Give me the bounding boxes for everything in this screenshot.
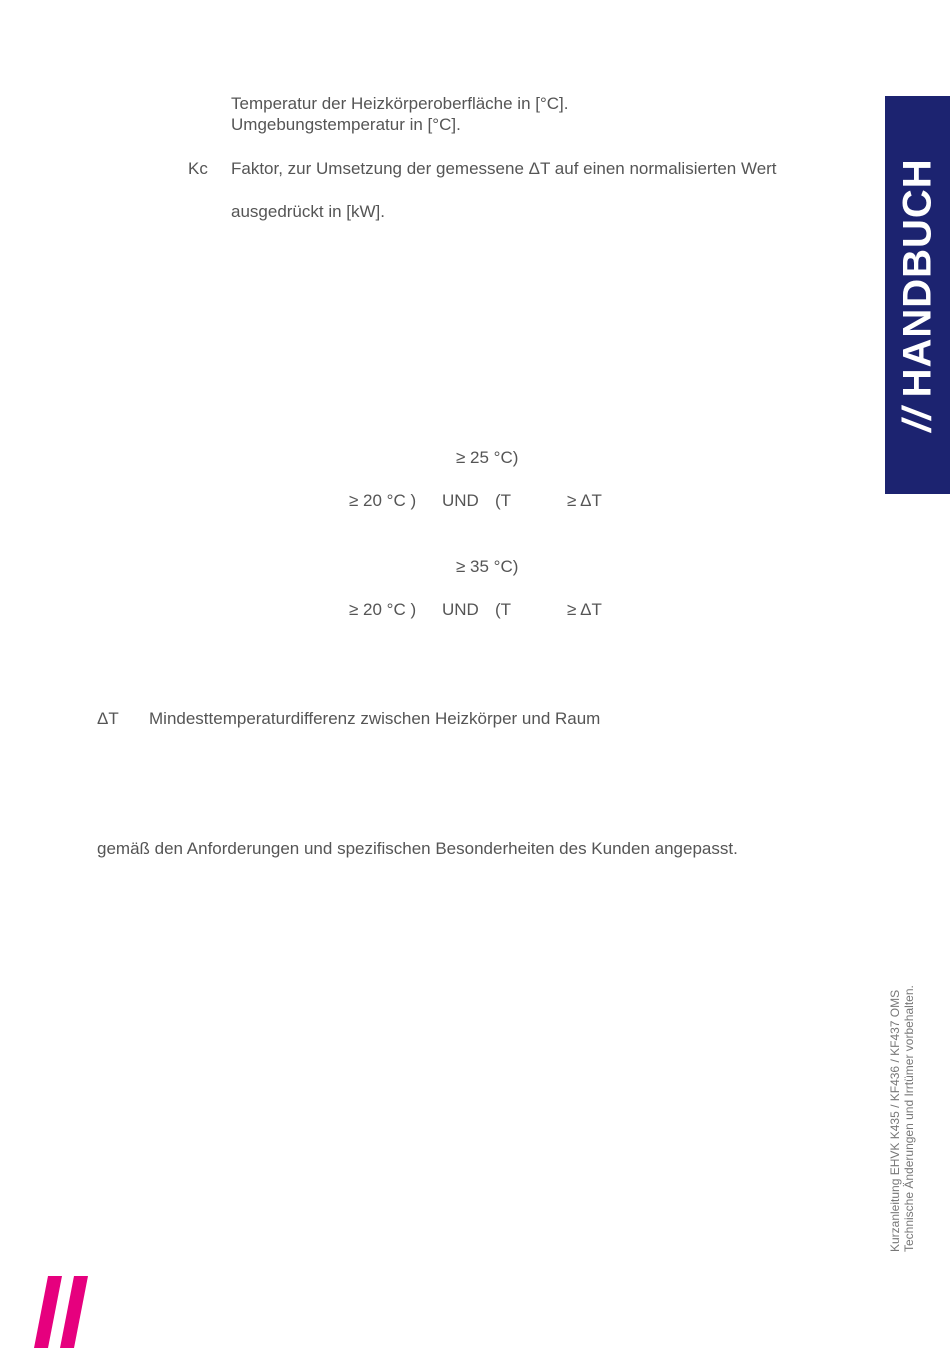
- kc-definition: Faktor, zur Umsetzung der gemessene ΔT auf einen normalisierten Wert: [231, 159, 777, 178]
- condition-2-threshold: ≥ 35 °C): [456, 557, 519, 576]
- definition-surface-temp: Temperatur der Heizkörperoberfläche in [°C].: [231, 94, 569, 113]
- double-slash-logo-icon: [34, 1276, 90, 1348]
- sidebar-label: [895, 158, 940, 431]
- condition-2-left: ≥ 20 °C ): [349, 600, 417, 619]
- sidebar-title: HANDBUCH: [895, 158, 939, 398]
- logo-slash-right: [60, 1276, 88, 1348]
- condition-1-and: UND: [442, 491, 479, 510]
- closing-paragraph: gemäß den Anforderungen und spezifischen Besonderheiten des Kunden angepasst.: [97, 839, 738, 858]
- condition-2-paren: (T: [495, 600, 512, 619]
- logo-slash-left: [34, 1276, 62, 1348]
- definition-ambient-temp: Umgebungstemperatur in [°C].: [231, 115, 461, 134]
- condition-1-threshold: ≥ 25 °C): [456, 448, 519, 467]
- condition-1-right: ≥ ΔT: [567, 491, 602, 510]
- kc-definition-unit: ausgedrückt in [kW].: [231, 202, 386, 221]
- condition-1-paren: (T: [495, 491, 512, 510]
- footer-line-2: Technische Änderungen und Irrtümer vorbehalten.: [902, 985, 916, 1252]
- footer-note: [888, 985, 916, 1252]
- footer-line-1: Kurzanleitung EHVK K435 / KF436 / KF437 OMS: [888, 989, 902, 1252]
- condition-1-left: ≥ 20 °C ): [349, 491, 417, 510]
- condition-2-and: UND: [442, 600, 479, 619]
- delta-t-definition: Mindesttemperaturdifferenz zwischen Heizkörper und Raum: [149, 709, 601, 728]
- condition-2-right: ≥ ΔT: [567, 600, 602, 619]
- sidebar-slashes: //: [895, 407, 939, 432]
- handbook-sidebar-tab: [885, 96, 950, 494]
- delta-t-symbol: ΔT: [97, 709, 119, 728]
- kc-symbol: Kc: [188, 159, 208, 178]
